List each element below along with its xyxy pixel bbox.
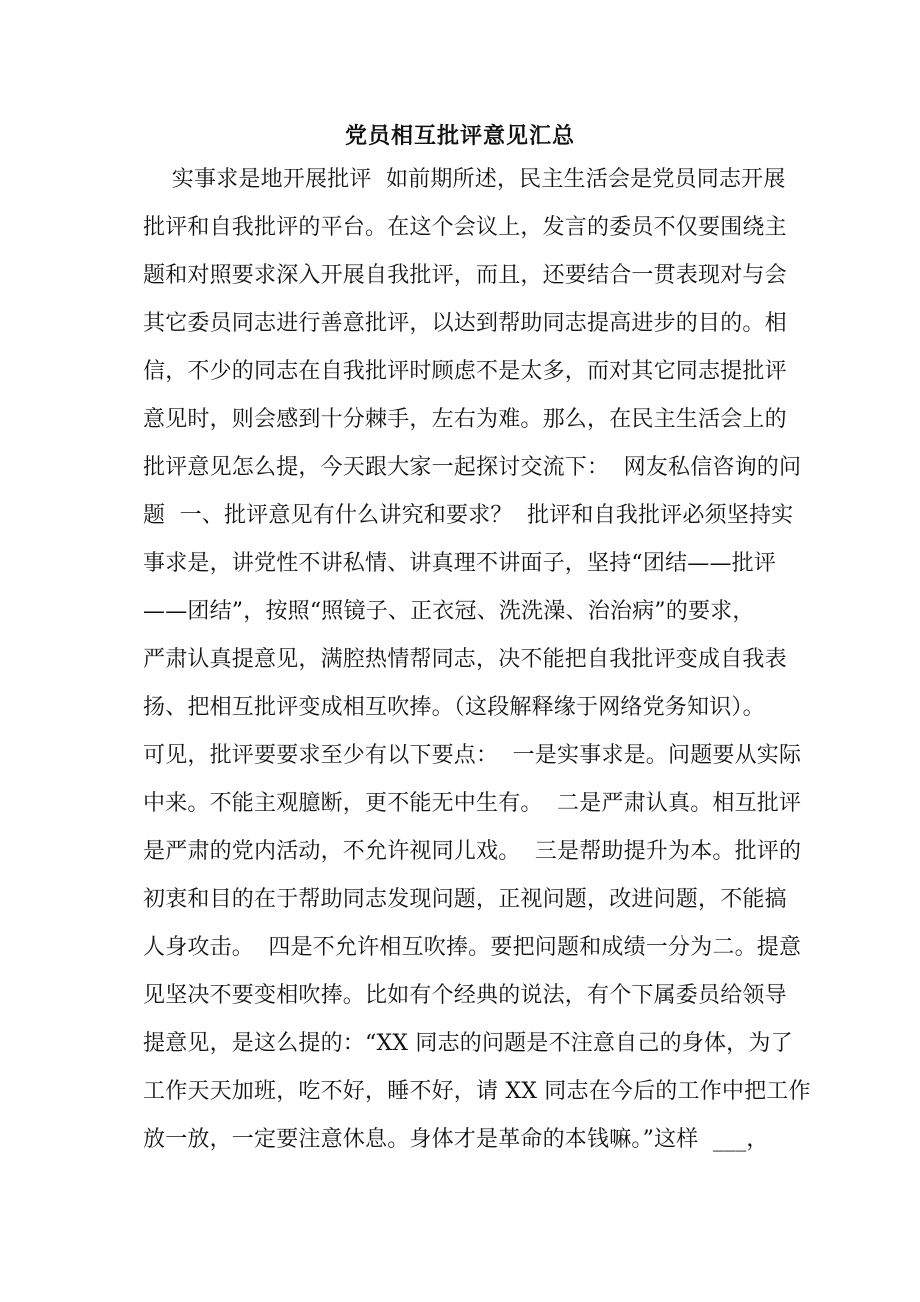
- document-body: [143, 156, 811, 1164]
- text-line: 意见时，则会感到十分棘手，左右为难。那么，在民主生活会上的: [143, 407, 787, 432]
- text-line: 严肃认真提意见，满腔热情帮同志，决不能把自我批评变成自我表: [143, 647, 787, 672]
- text-line: 信，不少的同志在自我批评时顾虑不是太多，而对其它同志提批评: [143, 359, 787, 384]
- text-line: 题和对照要求深入开展自我批评，而且，还要结合一贯表现对与会: [143, 263, 787, 288]
- text-line: 扬、把相互批评变成相互吹捧。（这段解释缘于网络党务知识）。: [143, 695, 765, 720]
- document-title: 党员相互批评意见汇总: [344, 123, 575, 149]
- text-line: 题 一、批评意见有什么讲究和要求？ 批评和自我批评必须坚持实: [143, 503, 794, 528]
- text-line: 批评和自我批评的平台。在这个会议上，发言的委员不仅要围绕主: [143, 215, 787, 240]
- text-line: 中来。不能主观臆断，更不能无中生有。 二是严肃认真。相互批评: [143, 791, 802, 816]
- text-line: 批评意见怎么提，今天跟大家一起探讨交流下： 网友私信咨询的问: [143, 455, 802, 480]
- text-line: 人身攻击。 四是不允许相互吹捧。要把问题和成绩一分为二。提意: [143, 935, 802, 960]
- text-line: 见坚决不要变相吹捧。比如有个经典的说法，有个下属委员给领导: [143, 983, 787, 1008]
- text-line: 其它委员同志进行善意批评，以达到帮助同志提高进步的目的。相: [143, 311, 787, 336]
- text-line: 是严肃的党内活动，不允许视同儿戏。 三是帮助提升为本。批评的: [143, 839, 802, 864]
- text-line: 可见，批评要要求至少有以下要点： 一是实事求是。问题要从实际: [143, 743, 802, 768]
- text-line: 初衷和目的在于帮助同志发现问题，正视问题，改进问题，不能搞: [143, 887, 787, 912]
- text-line: ——团结”，按照“照镜子、正衣冠、洗洗澡、治治病”的要求，: [143, 599, 755, 624]
- text-line: 实事求是地开展批评 如前期所述，民主生活会是党员同志开展: [143, 167, 786, 192]
- text-line: 事求是，讲党性不讲私情、讲真理不讲面子，坚持“团结——批评: [143, 551, 777, 576]
- text-line: 放一放，一定要注意休息。身体才是革命的本钱嘛。”这样 ___，: [143, 1127, 769, 1152]
- text-line: 工作天天加班，吃不好，睡不好，请 XX 同志在今后的工作中把工作: [143, 1079, 811, 1104]
- text-line: 提意见，是这么提的：“XX 同志的问题是不注意自己的身体，为了: [143, 1031, 793, 1056]
